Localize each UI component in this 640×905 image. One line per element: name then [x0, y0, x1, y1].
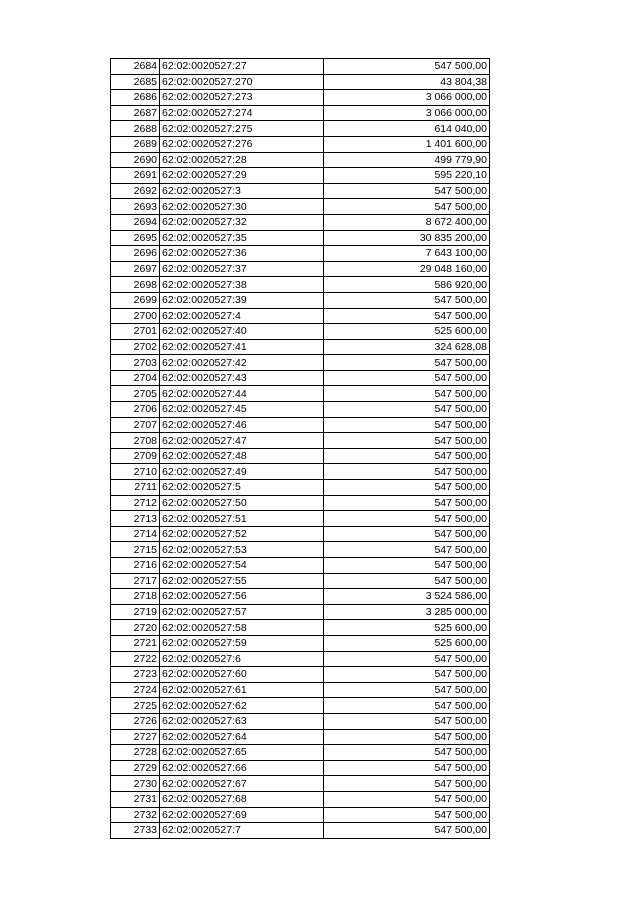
cadastral-value-cell: 547 500,00 [324, 464, 490, 480]
cadastral-value-cell: 547 500,00 [324, 386, 490, 402]
row-number-cell: 2697 [111, 261, 160, 277]
cadastral-value-cell: 547 500,00 [324, 573, 490, 589]
cadastral-number-cell: 62:02:0020527:4 [160, 308, 324, 324]
cadastral-value-cell: 547 500,00 [324, 402, 490, 418]
cadastral-value-cell: 7 643 100,00 [324, 246, 490, 262]
cadastral-number-cell: 62:02:0020527:39 [160, 292, 324, 308]
cadastral-number-cell: 62:02:0020527:56 [160, 589, 324, 605]
cadastral-value-cell: 3 066 000,00 [324, 105, 490, 121]
table-row [111, 417, 490, 433]
row-number-cell: 2714 [111, 526, 160, 542]
table-row [111, 386, 490, 402]
cadastral-number-cell: 62:02:0020527:29 [160, 168, 324, 184]
row-number-cell: 2687 [111, 105, 160, 121]
cadastral-value-cell: 547 500,00 [324, 199, 490, 215]
cadastral-value-cell: 547 500,00 [324, 667, 490, 683]
table-row [111, 90, 490, 106]
table-row [111, 526, 490, 542]
cadastral-number-cell: 62:02:0020527:3 [160, 183, 324, 199]
row-number-cell: 2725 [111, 698, 160, 714]
table-row [111, 433, 490, 449]
table-row [111, 199, 490, 215]
row-number-cell: 2723 [111, 667, 160, 683]
table-body [111, 59, 490, 839]
cadastral-value-cell: 43 804,38 [324, 74, 490, 90]
cadastral-number-cell: 62:02:0020527:36 [160, 246, 324, 262]
row-number-cell: 2698 [111, 277, 160, 293]
cadastral-value-cell: 547 500,00 [324, 713, 490, 729]
table-row [111, 791, 490, 807]
cadastral-number-cell: 62:02:0020527:47 [160, 433, 324, 449]
row-number-cell: 2703 [111, 355, 160, 371]
cadastral-value-cell: 547 500,00 [324, 542, 490, 558]
cadastral-value-cell: 3 285 000,00 [324, 604, 490, 620]
row-number-cell: 2713 [111, 511, 160, 527]
cadastral-number-cell: 62:02:0020527:44 [160, 386, 324, 402]
table-row [111, 542, 490, 558]
table-row [111, 776, 490, 792]
row-number-cell: 2694 [111, 214, 160, 230]
table-row [111, 807, 490, 823]
cadastral-value-cell: 547 500,00 [324, 355, 490, 371]
table-row [111, 59, 490, 75]
cadastral-value-cell: 547 500,00 [324, 526, 490, 542]
cadastral-number-cell: 62:02:0020527:50 [160, 495, 324, 511]
row-number-cell: 2715 [111, 542, 160, 558]
cadastral-value-cell: 547 500,00 [324, 292, 490, 308]
table-row [111, 745, 490, 761]
table-row [111, 230, 490, 246]
row-number-cell: 2722 [111, 651, 160, 667]
cadastral-value-cell: 499 779,90 [324, 152, 490, 168]
table-row [111, 370, 490, 386]
table-row [111, 558, 490, 574]
row-number-cell: 2721 [111, 635, 160, 651]
table-row [111, 339, 490, 355]
table-row [111, 604, 490, 620]
cadastral-value-cell: 8 672 400,00 [324, 214, 490, 230]
row-number-cell: 2730 [111, 776, 160, 792]
table-row [111, 246, 490, 262]
table-row [111, 667, 490, 683]
cadastral-value-cell: 547 500,00 [324, 511, 490, 527]
row-number-cell: 2700 [111, 308, 160, 324]
cadastral-number-cell: 62:02:0020527:66 [160, 760, 324, 776]
cadastral-number-cell: 62:02:0020527:273 [160, 90, 324, 106]
table-row [111, 355, 490, 371]
row-number-cell: 2709 [111, 448, 160, 464]
row-number-cell: 2708 [111, 433, 160, 449]
cadastral-value-cell: 547 500,00 [324, 495, 490, 511]
row-number-cell: 2732 [111, 807, 160, 823]
cadastral-number-cell: 62:02:0020527:6 [160, 651, 324, 667]
cadastral-number-cell: 62:02:0020527:5 [160, 480, 324, 496]
cadastral-value-cell: 595 220,10 [324, 168, 490, 184]
cadastral-number-cell: 62:02:0020527:64 [160, 729, 324, 745]
cadastral-value-cell: 324 628,08 [324, 339, 490, 355]
cadastral-value-cell: 547 500,00 [324, 558, 490, 574]
row-number-cell: 2718 [111, 589, 160, 605]
cadastral-value-cell: 547 500,00 [324, 791, 490, 807]
table-row [111, 713, 490, 729]
cadastral-value-cell: 547 500,00 [324, 448, 490, 464]
cadastral-number-cell: 62:02:0020527:276 [160, 136, 324, 152]
table-row [111, 324, 490, 340]
cadastral-value-cell: 547 500,00 [324, 480, 490, 496]
table-row [111, 308, 490, 324]
row-number-cell: 2699 [111, 292, 160, 308]
cadastral-value-cell: 547 500,00 [324, 823, 490, 839]
table-row [111, 589, 490, 605]
table-row [111, 698, 490, 714]
cadastral-value-table [110, 58, 490, 839]
cadastral-number-cell: 62:02:0020527:58 [160, 620, 324, 636]
table-row [111, 105, 490, 121]
cadastral-number-cell: 62:02:0020527:61 [160, 682, 324, 698]
table-row [111, 573, 490, 589]
cadastral-number-cell: 62:02:0020527:53 [160, 542, 324, 558]
row-number-cell: 2704 [111, 370, 160, 386]
row-number-cell: 2695 [111, 230, 160, 246]
row-number-cell: 2685 [111, 74, 160, 90]
table-row [111, 682, 490, 698]
row-number-cell: 2716 [111, 558, 160, 574]
cadastral-value-cell: 547 500,00 [324, 370, 490, 386]
cadastral-number-cell: 62:02:0020527:60 [160, 667, 324, 683]
cadastral-value-cell: 547 500,00 [324, 760, 490, 776]
cadastral-value-cell: 547 500,00 [324, 308, 490, 324]
row-number-cell: 2702 [111, 339, 160, 355]
cadastral-number-cell: 62:02:0020527:32 [160, 214, 324, 230]
cadastral-number-cell: 62:02:0020527:55 [160, 573, 324, 589]
cadastral-number-cell: 62:02:0020527:38 [160, 277, 324, 293]
row-number-cell: 2688 [111, 121, 160, 137]
cadastral-value-cell: 525 600,00 [324, 635, 490, 651]
row-number-cell: 2686 [111, 90, 160, 106]
cadastral-number-cell: 62:02:0020527:275 [160, 121, 324, 137]
cadastral-value-cell: 547 500,00 [324, 59, 490, 75]
row-number-cell: 2689 [111, 136, 160, 152]
row-number-cell: 2728 [111, 745, 160, 761]
cadastral-value-cell: 547 500,00 [324, 729, 490, 745]
cadastral-value-cell: 586 920,00 [324, 277, 490, 293]
cadastral-value-cell: 1 401 600,00 [324, 136, 490, 152]
cadastral-number-cell: 62:02:0020527:52 [160, 526, 324, 542]
row-number-cell: 2726 [111, 713, 160, 729]
row-number-cell: 2692 [111, 183, 160, 199]
row-number-cell: 2720 [111, 620, 160, 636]
row-number-cell: 2701 [111, 324, 160, 340]
table-row [111, 620, 490, 636]
table-row [111, 136, 490, 152]
cadastral-number-cell: 62:02:0020527:67 [160, 776, 324, 792]
table-row [111, 402, 490, 418]
table-row [111, 511, 490, 527]
row-number-cell: 2729 [111, 760, 160, 776]
cadastral-value-cell: 614 040,00 [324, 121, 490, 137]
table-row [111, 448, 490, 464]
table-row [111, 292, 490, 308]
table-row [111, 74, 490, 90]
table-row [111, 277, 490, 293]
row-number-cell: 2712 [111, 495, 160, 511]
cadastral-value-cell: 547 500,00 [324, 651, 490, 667]
table-row [111, 152, 490, 168]
cadastral-number-cell: 62:02:0020527:49 [160, 464, 324, 480]
row-number-cell: 2711 [111, 480, 160, 496]
cadastral-value-cell: 3 524 586,00 [324, 589, 490, 605]
cadastral-number-cell: 62:02:0020527:30 [160, 199, 324, 215]
table-row [111, 464, 490, 480]
cadastral-value-cell: 29 048 160,00 [324, 261, 490, 277]
cadastral-value-cell: 525 600,00 [324, 620, 490, 636]
cadastral-value-cell: 547 500,00 [324, 417, 490, 433]
cadastral-number-cell: 62:02:0020527:42 [160, 355, 324, 371]
cadastral-value-cell: 547 500,00 [324, 682, 490, 698]
cadastral-number-cell: 62:02:0020527:51 [160, 511, 324, 527]
cadastral-value-cell: 547 500,00 [324, 698, 490, 714]
cadastral-value-cell: 525 600,00 [324, 324, 490, 340]
cadastral-number-cell: 62:02:0020527:62 [160, 698, 324, 714]
cadastral-value-cell: 30 835 200,00 [324, 230, 490, 246]
row-number-cell: 2691 [111, 168, 160, 184]
cadastral-number-cell: 62:02:0020527:54 [160, 558, 324, 574]
table-row [111, 495, 490, 511]
cadastral-number-cell: 62:02:0020527:65 [160, 745, 324, 761]
cadastral-value-cell: 547 500,00 [324, 183, 490, 199]
cadastral-number-cell: 62:02:0020527:59 [160, 635, 324, 651]
row-number-cell: 2733 [111, 823, 160, 839]
cadastral-number-cell: 62:02:0020527:37 [160, 261, 324, 277]
cadastral-number-cell: 62:02:0020527:274 [160, 105, 324, 121]
table-row [111, 121, 490, 137]
cadastral-number-cell: 62:02:0020527:41 [160, 339, 324, 355]
table-row [111, 651, 490, 667]
cadastral-number-cell: 62:02:0020527:63 [160, 713, 324, 729]
cadastral-value-cell: 547 500,00 [324, 776, 490, 792]
table-row [111, 635, 490, 651]
table-row [111, 480, 490, 496]
cadastral-number-cell: 62:02:0020527:7 [160, 823, 324, 839]
table-row [111, 183, 490, 199]
cadastral-number-cell: 62:02:0020527:69 [160, 807, 324, 823]
cadastral-value-cell: 547 500,00 [324, 745, 490, 761]
row-number-cell: 2705 [111, 386, 160, 402]
table-row [111, 760, 490, 776]
table-row [111, 214, 490, 230]
table-row [111, 823, 490, 839]
row-number-cell: 2710 [111, 464, 160, 480]
row-number-cell: 2727 [111, 729, 160, 745]
row-number-cell: 2707 [111, 417, 160, 433]
cadastral-number-cell: 62:02:0020527:27 [160, 59, 324, 75]
cadastral-number-cell: 62:02:0020527:68 [160, 791, 324, 807]
table-row [111, 261, 490, 277]
cadastral-number-cell: 62:02:0020527:48 [160, 448, 324, 464]
table-row [111, 168, 490, 184]
row-number-cell: 2690 [111, 152, 160, 168]
cadastral-value-cell: 547 500,00 [324, 807, 490, 823]
cadastral-number-cell: 62:02:0020527:35 [160, 230, 324, 246]
table-row [111, 729, 490, 745]
row-number-cell: 2696 [111, 246, 160, 262]
cadastral-value-cell: 3 066 000,00 [324, 90, 490, 106]
row-number-cell: 2719 [111, 604, 160, 620]
row-number-cell: 2731 [111, 791, 160, 807]
cadastral-number-cell: 62:02:0020527:43 [160, 370, 324, 386]
cadastral-value-cell: 547 500,00 [324, 433, 490, 449]
cadastral-number-cell: 62:02:0020527:57 [160, 604, 324, 620]
cadastral-number-cell: 62:02:0020527:45 [160, 402, 324, 418]
row-number-cell: 2724 [111, 682, 160, 698]
cadastral-number-cell: 62:02:0020527:40 [160, 324, 324, 340]
row-number-cell: 2684 [111, 59, 160, 75]
cadastral-number-cell: 62:02:0020527:28 [160, 152, 324, 168]
cadastral-number-cell: 62:02:0020527:46 [160, 417, 324, 433]
row-number-cell: 2717 [111, 573, 160, 589]
row-number-cell: 2706 [111, 402, 160, 418]
cadastral-number-cell: 62:02:0020527:270 [160, 74, 324, 90]
row-number-cell: 2693 [111, 199, 160, 215]
